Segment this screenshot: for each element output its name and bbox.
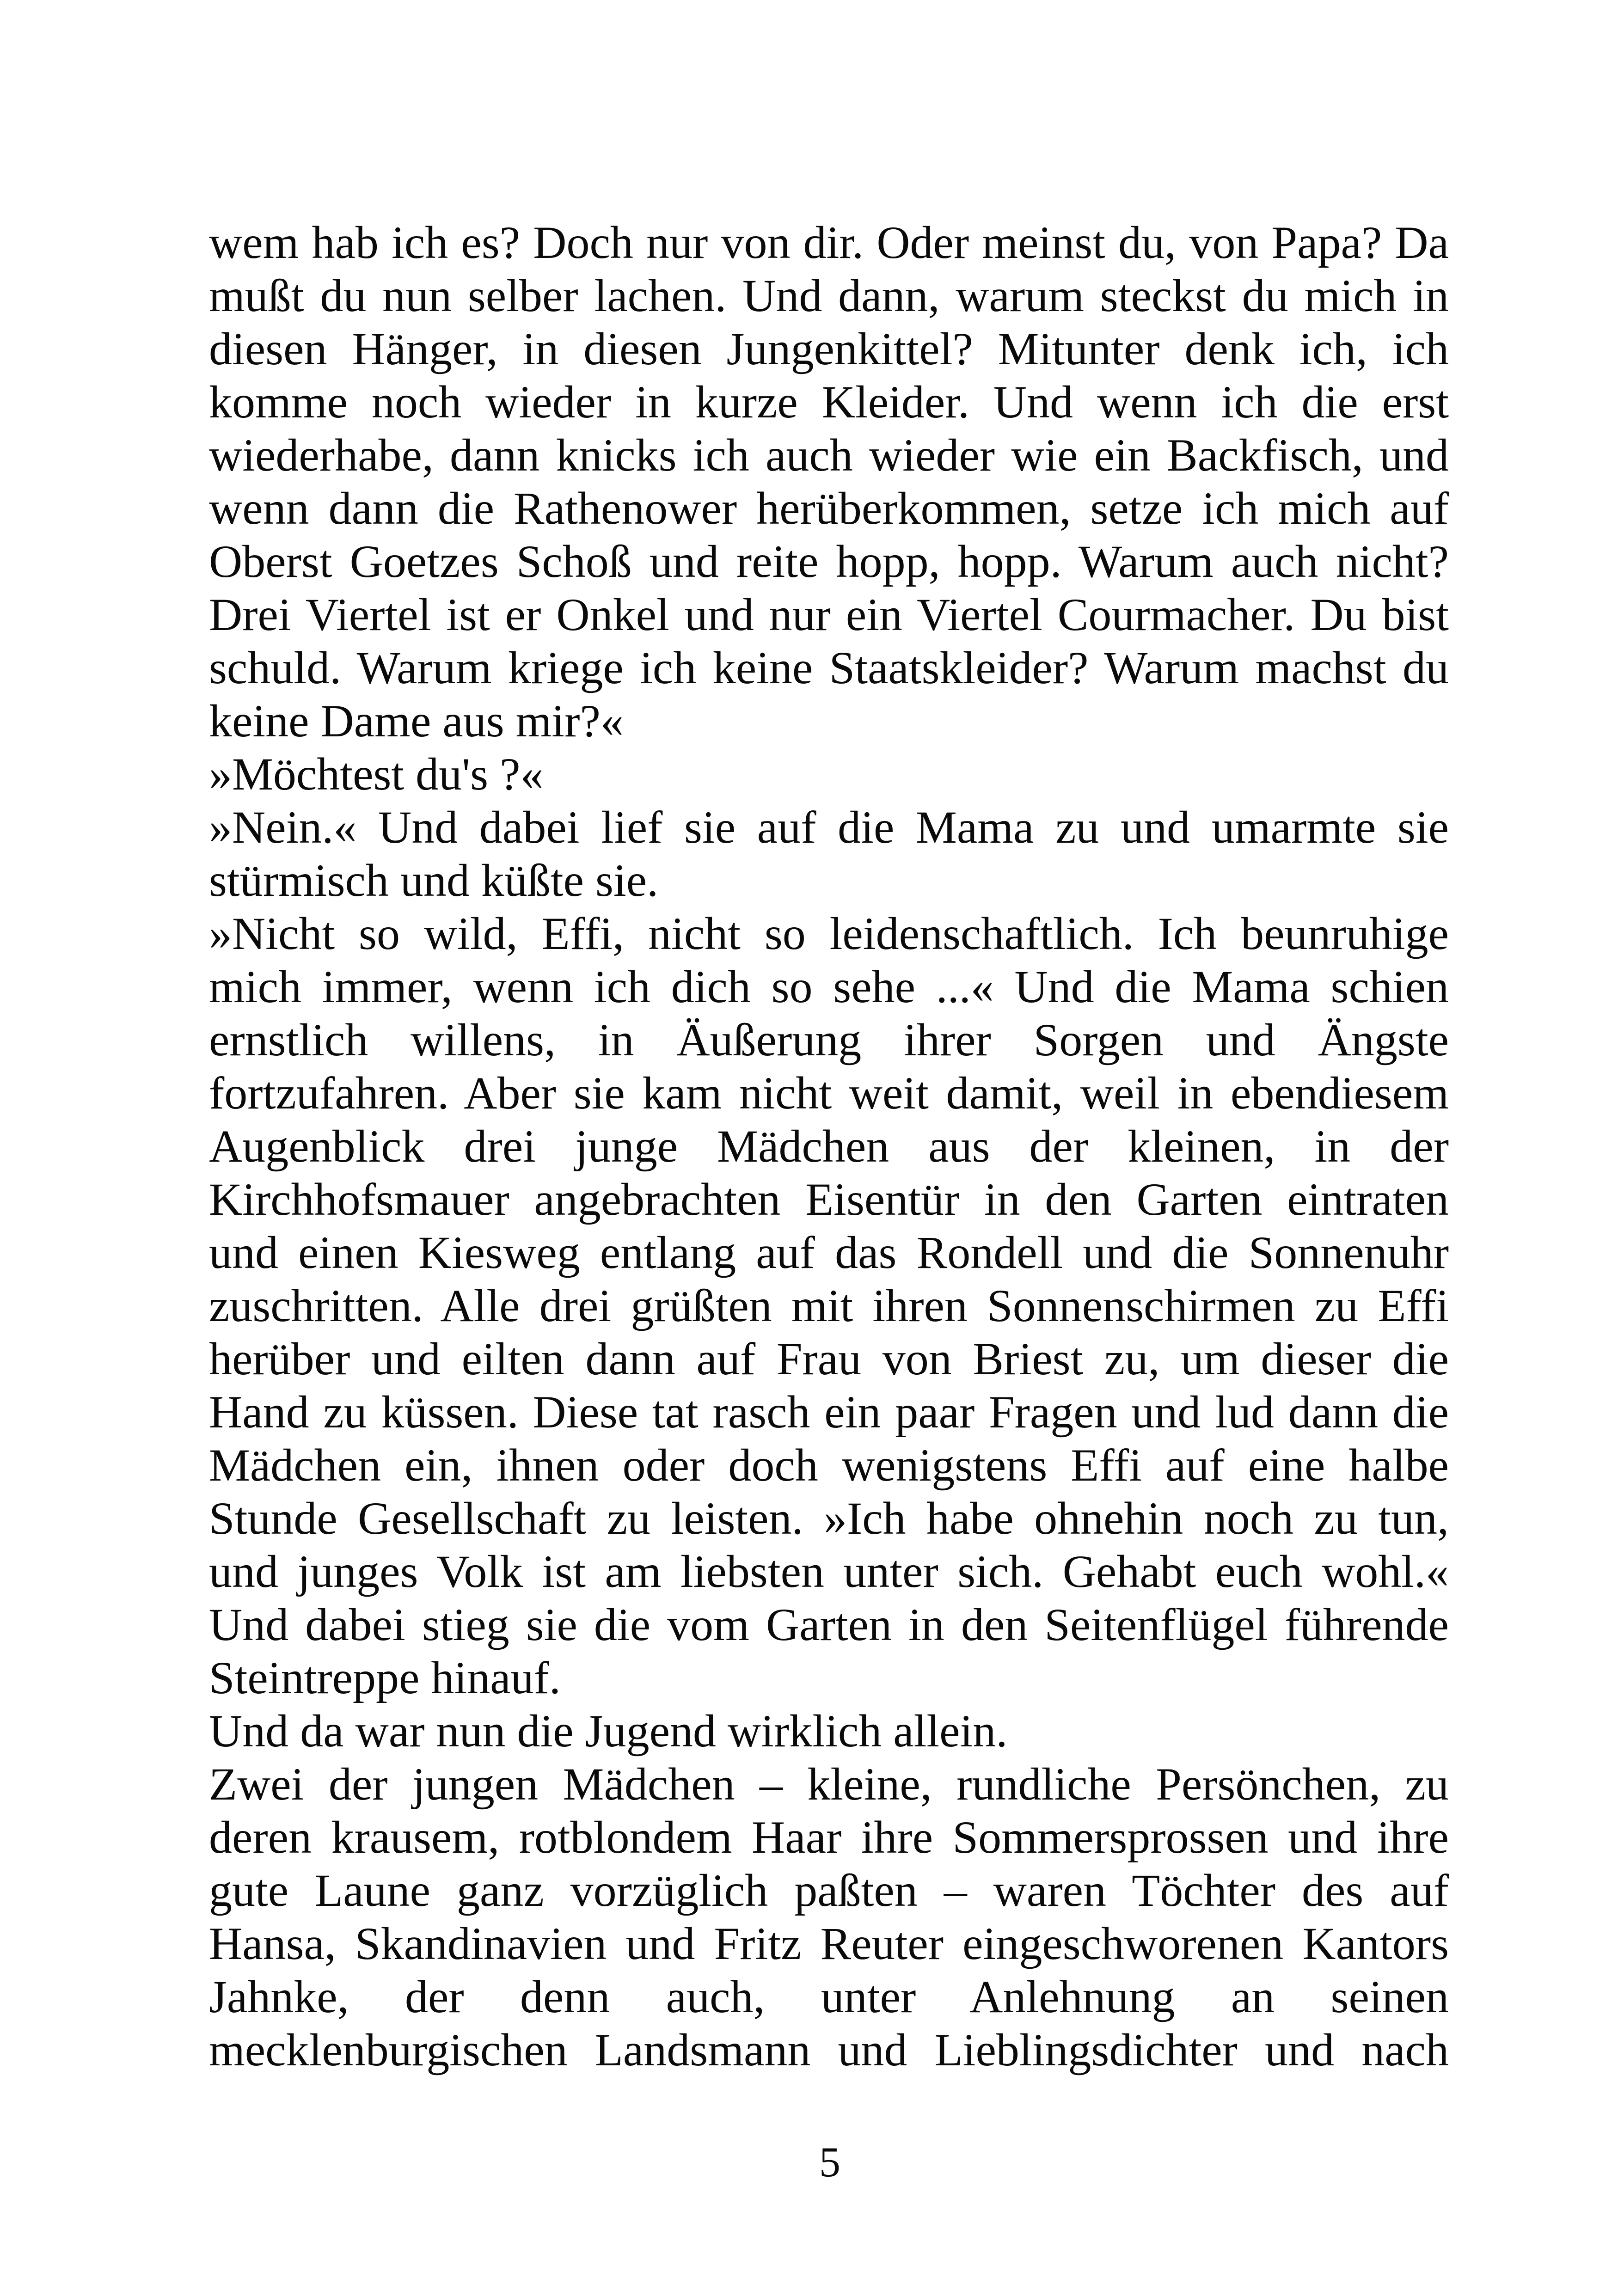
- text-line: wem hab ich es? Doch nur von dir. Oder meinst du, von Papa? Da: [209, 217, 1449, 268]
- text-line: »Möchtest du's ?«: [209, 748, 544, 800]
- text-line: stürmisch und küßte sie.: [209, 855, 659, 906]
- text-line: Hansa, Skandinavien und Fritz Reuter eingeschworenen Kantors: [209, 1918, 1449, 1969]
- text-line: Oberst Goetzes Schoß und reite hopp, hopp. Warum auch nicht?: [209, 536, 1449, 587]
- text-line: »Nicht so wild, Effi, nicht so leidenschaftlich. Ich beunruhige: [209, 908, 1449, 959]
- text-line: »Nein.« Und dabei lief sie auf die Mama zu und umarmte sie: [209, 802, 1449, 853]
- text-line: Augenblick drei junge Mädchen aus der kleinen, in der: [209, 1120, 1449, 1172]
- text-line: fortzufahren. Aber sie kam nicht weit damit, weil in ebendiesem: [209, 1067, 1449, 1119]
- page-number: 5: [819, 2138, 840, 2186]
- text-line: komme noch wieder in kurze Kleider. Und wenn ich die erst: [209, 376, 1449, 428]
- text-line: Steintreppe hinauf.: [209, 1652, 561, 1703]
- text-line: deren krausem, rotblondem Haar ihre Sommersprossen und ihre: [209, 1812, 1449, 1863]
- text-line: und einen Kiesweg entlang auf das Rondell und die Sonnenuhr: [209, 1227, 1449, 1278]
- text-line: keine Dame aus mir?«: [209, 695, 624, 747]
- body-text: [209, 216, 1449, 2076]
- text-line: Jahnke, der denn auch, unter Anlehnung an seinen: [209, 1971, 1449, 2022]
- text-line: herüber und eilten dann auf Frau von Briest zu, um dieser die: [209, 1333, 1449, 1384]
- text-line: gute Laune ganz vorzüglich paßten – waren Töchter des auf: [209, 1865, 1449, 1916]
- text-line: mecklenburgischen Landsmann und Lieblingsdichter und nach: [209, 2024, 1449, 2076]
- text-line: wenn dann die Rathenower herüberkommen, setze ich mich auf: [209, 483, 1449, 534]
- text-line: Kirchhofsmauer angebrachten Eisentür in den Garten eintraten: [209, 1174, 1449, 1225]
- text-line: Stunde Gesellschaft zu leisten. »Ich habe ohnehin noch zu tun,: [209, 1493, 1449, 1544]
- text-line: ernstlich willens, in Äußerung ihrer Sorgen und Ängste: [209, 1014, 1449, 1065]
- text-line: diesen Hänger, in diesen Jungenkittel? Mitunter denk ich, ich: [209, 323, 1449, 374]
- text-line: Und dabei stieg sie die vom Garten in den Seitenflügel führende: [209, 1599, 1449, 1650]
- text-line: mich immer, wenn ich dich so sehe ...« Und die Mama schien: [209, 961, 1449, 1012]
- text-line: zuschritten. Alle drei grüßten mit ihren Sonnenschirmen zu Effi: [209, 1280, 1449, 1331]
- text-line: mußt du nun selber lachen. Und dann, warum steckst du mich in: [209, 270, 1449, 321]
- text-line: Drei Viertel ist er Onkel und nur ein Viertel Courmacher. Du bist: [209, 589, 1449, 640]
- text-line: Mädchen ein, ihnen oder doch wenigstens Effi auf eine halbe: [209, 1439, 1449, 1491]
- text-line: wiederhabe, dann knicks ich auch wieder wie ein Backfisch, und: [209, 429, 1449, 481]
- text-line: und junges Volk ist am liebsten unter sich. Gehabt euch wohl.«: [209, 1546, 1449, 1597]
- text-line: Hand zu küssen. Diese tat rasch ein paar Fragen und lud dann die: [209, 1386, 1449, 1438]
- text-line: Zwei der jungen Mädchen – kleine, rundliche Persönchen, zu: [209, 1758, 1449, 1810]
- text-line: schuld. Warum kriege ich keine Staatskleider? Warum machst du: [209, 642, 1449, 693]
- text-line: Und da war nun die Jugend wirklich allein.: [209, 1705, 1008, 1757]
